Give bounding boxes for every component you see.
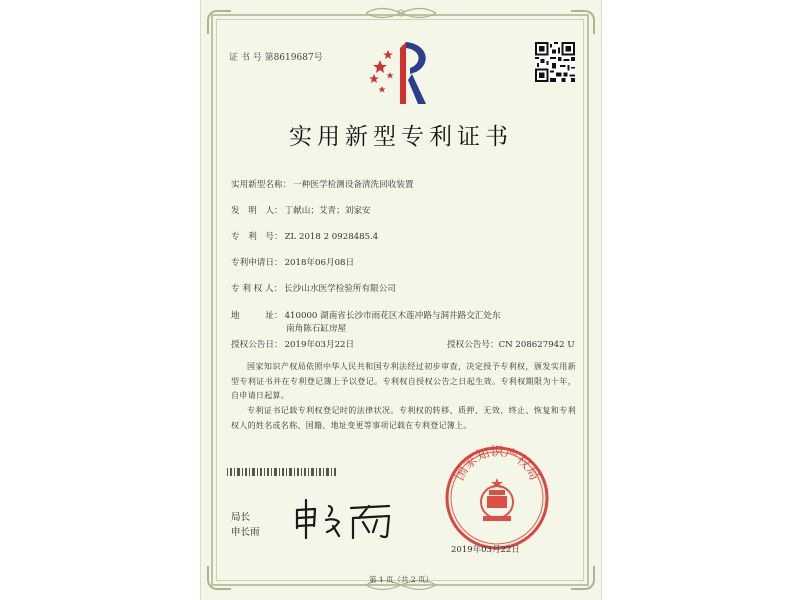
- grant-date-value: 2019年03月22日: [284, 340, 355, 350]
- inventor-row: [231, 204, 371, 216]
- barcode-strip: [227, 468, 337, 476]
- filing-date-value: 2018年06月08日: [284, 258, 355, 268]
- legal-status-paragraph: 专利证书记载专利权登记时的法律状况。专利权的转移、质押、无效、终止、恢复和专利权人的姓名或名称、国籍、地址变更等事项记载在专利登记簿上。: [231, 406, 576, 430]
- page-number: 第 1 页（共 2 页）: [368, 575, 434, 584]
- seal-text: 国家知识产权局: [452, 445, 542, 484]
- patent-number-label: 专 利 号：: [231, 232, 283, 242]
- grant-date-row: [231, 338, 354, 350]
- inventor-label: 发 明 人：: [231, 206, 283, 216]
- top-ornament-icon: [361, 4, 441, 22]
- address-value-line2: 南角陈石缸房屋: [286, 324, 347, 334]
- patent-number-value: ZL 2018 2 0928485.4: [284, 232, 379, 242]
- address-label: 地 址：: [231, 311, 283, 321]
- certificate-page: [200, 0, 602, 600]
- patent-office-emblem-icon: [366, 38, 438, 108]
- certificate-number: 证 书 号 第8619687号: [229, 53, 323, 63]
- corner-ornament-top-left: [207, 10, 231, 34]
- holder-value: 长沙山水医学检验所有限公司: [284, 284, 396, 294]
- grant-number-label: 授权公告号：: [447, 340, 499, 350]
- corner-ornament-top-right: [571, 10, 595, 34]
- inventor-value: 丁献山；艾青；刘家安: [284, 206, 371, 216]
- svg-text:国家知识产权局: [452, 445, 541, 483]
- utility-model-name-row: [231, 178, 414, 190]
- seal-date: 2019年03月22日: [451, 545, 520, 555]
- director-title: 局长: [231, 512, 251, 523]
- filing-date-row: [231, 256, 354, 268]
- official-seal-icon: [443, 444, 551, 552]
- address-row: [231, 309, 501, 321]
- grant-date-label: 授权公告日：: [231, 340, 283, 350]
- filing-date-label: 专利申请日：: [231, 258, 283, 268]
- director-signature-icon: [289, 496, 399, 542]
- grant-number-row: [447, 338, 575, 350]
- name-label: 实用新型名称：: [231, 180, 292, 190]
- patent-holder-row: [231, 282, 396, 294]
- patent-number-row: [231, 230, 378, 242]
- qr-code-icon: [535, 42, 575, 82]
- director-name: 申长雨: [231, 527, 260, 538]
- certificate-title: 实用新型专利证书: [289, 124, 513, 150]
- grant-statement-paragraph: 国家知识产权局依照中华人民共和国专利法经过初步审查，决定授予专利权，颁发实用新型专利证书并在专利登记簿上予以登记。专利权自授权公告之日起生效。专利权期限为十年，自申请日起算。: [231, 362, 576, 400]
- address-value-line1: 410000 湖南省长沙市雨花区木莲冲路与洞井路交汇处东: [284, 311, 501, 321]
- holder-label: 专 利 权 人：: [231, 284, 283, 294]
- grant-number-value: CN 208627942 U: [498, 340, 575, 350]
- name-value: 一种医学检测设备清洗回收装置: [293, 180, 414, 190]
